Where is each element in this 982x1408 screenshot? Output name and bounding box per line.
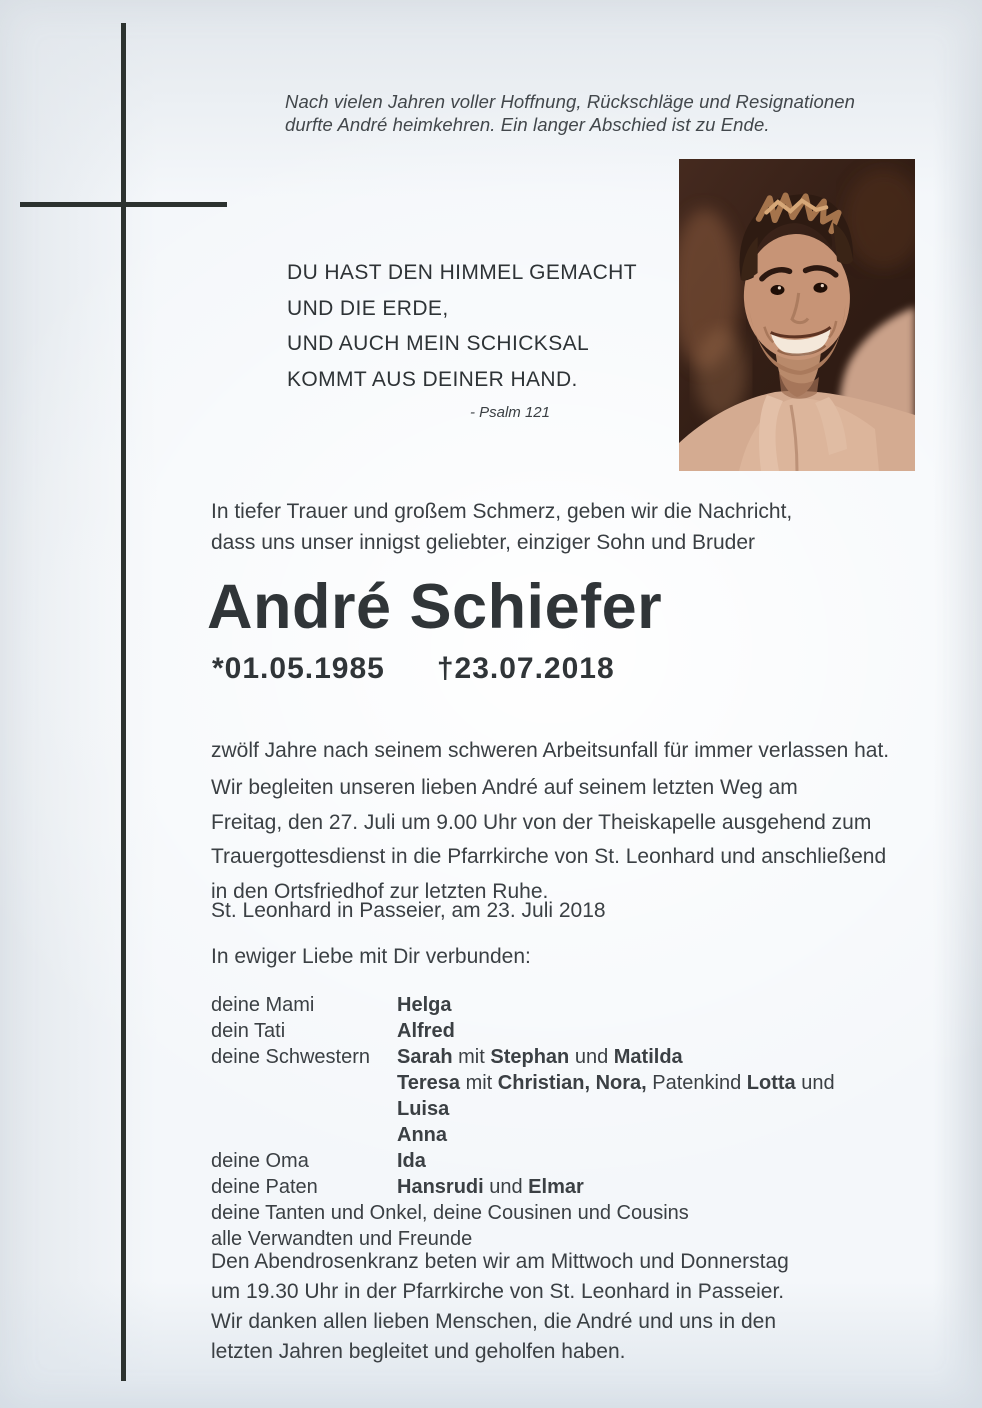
family-member-name: Luisa: [397, 1098, 450, 1120]
family-member-name: Matilda: [613, 1046, 683, 1068]
text-line: in den Ortsfriedhof zur letzten Ruhe.: [211, 879, 549, 903]
family-name-line: [397, 992, 451, 1018]
life-dates: [212, 652, 615, 686]
psalm-quote: [287, 255, 637, 421]
announcement-intro: [211, 496, 792, 558]
cross-vertical-bar: [121, 23, 126, 1381]
psalm-attribution: - Psalm 121: [469, 404, 550, 421]
family-list: [211, 992, 871, 1252]
text-line: Wir begleiten unseren lieben André auf seinem letzten Weg am: [211, 776, 798, 799]
family-extra-line: alle Verwandten und Freunde: [211, 1228, 473, 1250]
cross-horizontal-bar: [20, 202, 227, 207]
text-line: UND DIE ERDE,: [287, 296, 449, 320]
preamble-text: [285, 90, 855, 136]
family-member-name: Teresa: [397, 1072, 461, 1094]
family-member-name: Lotta: [746, 1072, 796, 1094]
text-line: Trauergottesdienst in die Pfarrkirche von St. Leonhard und anschließend: [211, 845, 887, 868]
family-row: [211, 1044, 871, 1148]
family-member-name: Helga: [397, 994, 452, 1016]
family-member-name: Alfred: [397, 1020, 455, 1042]
relation-label: dein Tati: [211, 1020, 286, 1042]
family-name-line: [397, 1148, 426, 1174]
text-line: Den Abendrosenkranz beten wir am Mittwoch und Donnerstag: [211, 1250, 789, 1273]
relation-label: deine Oma: [211, 1150, 309, 1172]
deceased-name: André Schiefer: [207, 572, 663, 642]
family-member-name: Stephan: [490, 1046, 570, 1068]
relation-names: [397, 1174, 584, 1200]
family-member-name: Elmar: [528, 1176, 584, 1198]
family-row: [211, 992, 871, 1018]
family-row: [211, 1174, 871, 1200]
family-name-line: [397, 1174, 584, 1200]
family-member-name: Anna: [397, 1124, 447, 1146]
farewell-line: In ewiger Liebe mit Dir verbunden:: [211, 945, 531, 968]
connector-text: und: [795, 1072, 835, 1094]
relation-names: [397, 1148, 426, 1174]
relation-label: deine Paten: [211, 1176, 318, 1198]
connector-text: und: [483, 1176, 529, 1198]
funeral-details: [211, 771, 886, 909]
family-name-line: [397, 1018, 455, 1044]
text-line: letzten Jahren begleitet und geholfen haben.: [211, 1340, 626, 1363]
thanks-note: [211, 1307, 776, 1367]
portrait-photo: [679, 159, 915, 471]
text-line: UND AUCH MEIN SCHICKSAL: [287, 332, 590, 355]
place-dateline: St. Leonhard in Passeier, am 23. Juli 2018: [211, 899, 606, 922]
text-line: durfte André heimkehren. Ein langer Abschied ist zu Ende.: [285, 114, 770, 135]
family-row: [211, 1148, 871, 1174]
family-member-name: Hansrudi: [397, 1176, 484, 1198]
text-line: DU HAST DEN HIMMEL GEMACHT: [287, 261, 637, 284]
text-line: um 19.30 Uhr in der Pfarrkirche von St. Leonhard in Passeier.: [211, 1280, 785, 1303]
rosary-notice: [211, 1247, 789, 1307]
portrait-photo-illustration: [679, 159, 915, 471]
family-name-line: [397, 1122, 871, 1148]
family-member-name: Ida: [397, 1150, 426, 1172]
connector-text: und: [569, 1046, 614, 1068]
text-line: Freitag, den 27. Juli um 9.00 Uhr von der Theiskapelle ausgehend zum: [211, 810, 872, 834]
family-row: [211, 1018, 871, 1044]
text-line: Nach vielen Jahren voller Hoffnung, Rückschläge und Resignationen: [285, 91, 856, 112]
sentence-continuation: zwölf Jahre nach seinem schweren Arbeitsunfall für immer verlassen hat.: [211, 739, 890, 762]
connector-text: mit: [452, 1046, 491, 1068]
family-name-line: [397, 1070, 871, 1122]
text-line: KOMMT AUS DEINER HAND.: [287, 367, 578, 391]
relation-names: [397, 992, 451, 1018]
text-line: dass uns unser innigst geliebter, einziger Sohn und Bruder: [211, 531, 756, 554]
birth-date: *01.05.1985: [212, 652, 385, 685]
relation-label: deine Schwestern: [211, 1046, 370, 1068]
psalm-quote-lines: [287, 255, 637, 397]
family-member-name: Christian, Nora,: [497, 1072, 647, 1094]
text-line: Wir danken allen lieben Menschen, die André und uns in den: [211, 1310, 777, 1333]
family-extra-line: deine Tanten und Onkel, deine Cousinen und Cousins: [211, 1202, 689, 1224]
relation-label: deine Mami: [211, 994, 315, 1016]
family-name-line: [397, 1044, 871, 1070]
death-date: †23.07.2018: [436, 652, 615, 685]
text-line: In tiefer Trauer und großem Schmerz, geben wir die Nachricht,: [211, 500, 793, 523]
relation-names: [397, 1018, 455, 1044]
relation-names: [397, 1044, 871, 1148]
family-member-name: Sarah: [397, 1046, 453, 1068]
connector-text: mit: [460, 1072, 498, 1094]
connector-text: Patenkind: [646, 1072, 747, 1094]
